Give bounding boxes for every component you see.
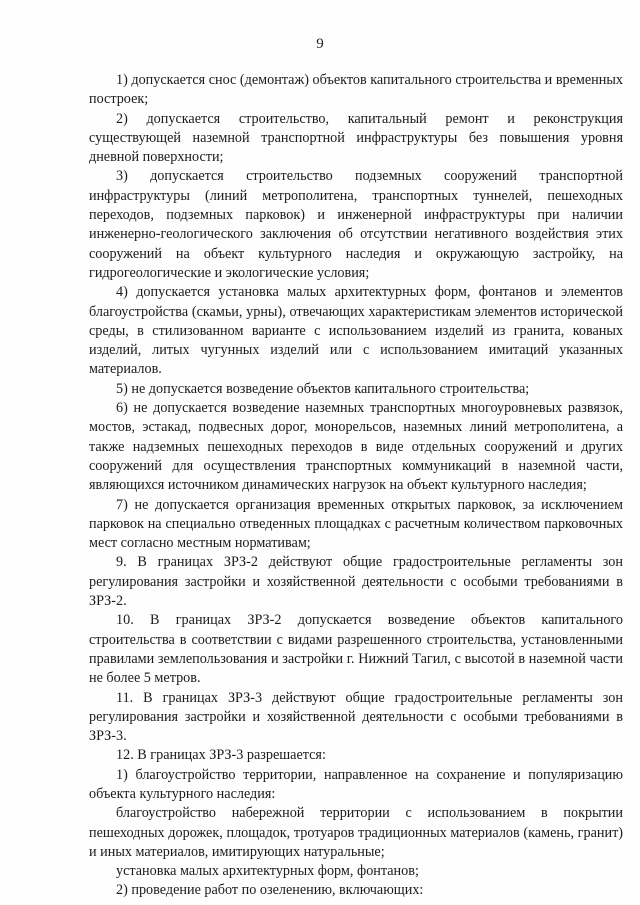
document-body — [89, 71, 623, 901]
paragraph: 7) не допускается организация временных открытых парковок, за исключением парковок на специально отведенных площадках с расчетным количеством парковочных мест согласно местным нормативам; — [89, 496, 623, 552]
paragraph: 11. В границах ЗРЗ-3 действуют общие градостроительные регламенты зон регулирования застройки и хозяйственной деятельности с особыми требованиями в ЗРЗ-3. — [89, 689, 623, 745]
paragraph: 10. В границах ЗРЗ-2 допускается возведение объектов капитального строительства в соответствии с видами разрешенного строительства, установленными правилами землепользования и застройки г. Нижний Тагил, с высотой в наземной части не более 5 метров. — [89, 612, 623, 687]
paragraph: 1) благоустройство территории, направленное на сохранение и популяризацию объекта культурного наследия: — [89, 766, 623, 802]
paragraph: 6) не допускается возведение наземных транспортных многоуровневых развязок, мостов, эстакад, подвесных дорог, монорельсов, наземных линий метрополитена, а также надземных пешеходных переходов в виде отдельных сооружений и других сооружений для осуществления транспортных коммуникаций в наземной части, являющихся источником динамических нагрузок на объект культурного наследия; — [89, 400, 623, 494]
paragraph: установка малых архитектурных форм, фонтанов; — [116, 863, 419, 880]
paragraph: 9. В границах ЗРЗ-2 действуют общие градостроительные регламенты зон регулирования застройки и хозяйственной деятельности с особыми требованиями в ЗРЗ-2. — [89, 554, 623, 610]
paragraph: 5) не допускается возведение объектов капитального строительства; — [116, 380, 530, 397]
paragraph: 3) допускается строительство подземных сооружений транспортной инфраструктуры (линий метрополитена, транспортных туннелей, пешеходных переходов, подземных парковок) и инженерной инфраструктуры при наличии инженерно-геологического заключения об отсутствии негативного воздействия этих сооружений на объект культурного наследия и окружающую застройку, на гидрогеологические и экологические условия; — [89, 168, 623, 281]
paragraph: благоустройство набережной территории с использованием в покрытии пешеходных дорожек, площадок, тротуаров традиционных материалов (камень, гранит) и иных материалов, имитирующих натуральные; — [89, 805, 623, 860]
paragraph: 1) допускается снос (демонтаж) объектов капитального строительства и временных построек; — [89, 72, 623, 108]
paragraph: 12. В границах ЗРЗ-3 разрешается: — [116, 747, 326, 764]
paragraph: 2) проведение работ по озеленению, включающих: — [116, 882, 424, 899]
paragraph: 4) допускается установка малых архитектурных форм, фонтанов и элементов благоустройства (скамьи, урны), отвечающих характеристикам элементов исторической среды, в стилизованном варианте с использованием изделий из гранита, кованых изделий, литых чугунных изделий или с использованием имитаций указанных материалов. — [89, 284, 623, 378]
page-number: 9 — [316, 36, 324, 52]
paragraph: 2) допускается строительство, капитальный ремонт и реконструкция существующей наземной транспортной инфраструктуры без повышения уровня дневной поверхности; — [89, 110, 623, 166]
